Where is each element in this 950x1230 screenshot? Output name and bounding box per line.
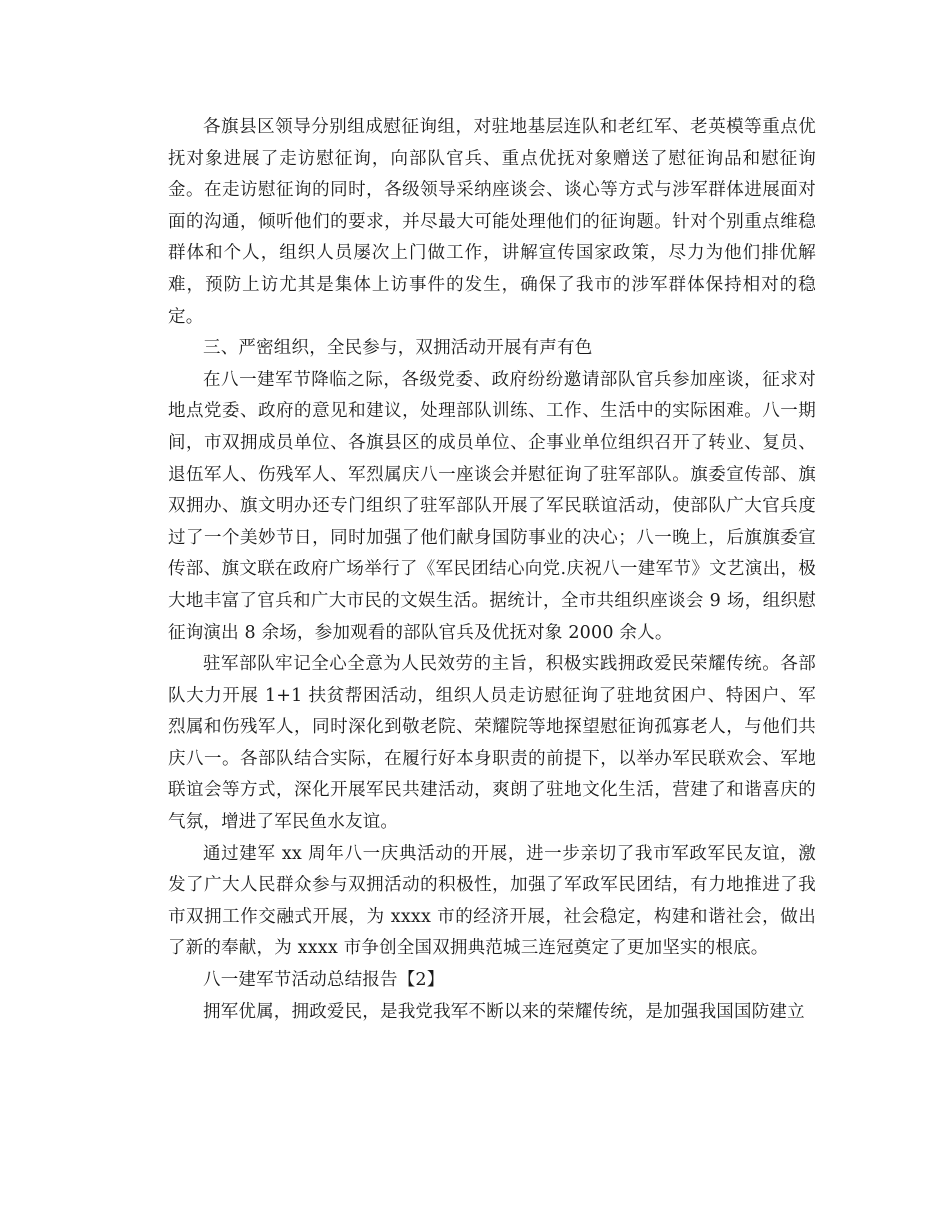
paragraph-3: 驻军部队牢记全心全意为人民效劳的主旨，积极实践拥政爱民荣耀传统。各部队大力开展 1+1 扶贫帮困活动，组织人员走访慰征询了驻地贫困户、特困户、军烈属和伤残军人，同时深化到敬老院、荣耀院等地探望慰征询孤寡老人，与他们共庆八一。各部队结合实际，在履行好本身职责的前提下，以举办军民联欢会、军地联谊会等方式，深化开展军民共建活动，爽朗了驻地文化生活，营建了和谐喜庆的气氛，增进了军民鱼水友谊。 xyxy=(168,654,816,833)
paragraph-4: 通过建军 xx 周年八一庆典活动的开展，进一步亲切了我市军政军民友谊，激发了广大人民群众参与双拥活动的积极性，加强了军政军民团结，有力地推进了我市双拥工作交融式开展，为 xxxx 市的经济开展，社会稳定，构建和谐社会，做出了新的奉献，为 xxxx 市争创全国双拥典范城三连冠奠定了更加坚实的根底。 xyxy=(168,843,816,959)
paragraph-5: 拥军优属，拥政爱民，是我党我军不断以来的荣耀传统，是加强我国国防建立 xyxy=(203,1001,805,1022)
paragraph-1: 各旗县区领导分别组成慰征询组，对驻地基层连队和老红军、老英模等重点优抚对象进展了走访慰征询，向部队官兵、重点优抚对象赠送了慰征询品和慰征询金。在走访慰征询的同时，各级领导采纳座谈会、谈心等方式与涉军群体进展面对面的沟通，倾听他们的要求，并尽最大可能处理他们的征询题。针对个别重点维稳群体和个人，组织人员屡次上门做工作，讲解宣传国家政策，尽力为他们排优解难，预防上访尤其是集体上访事件的发生，确保了我市的涉军群体保持相对的稳定。 xyxy=(168,117,816,327)
paragraph-2: 在八一建军节降临之际，各级党委、政府纷纷邀请部队官兵参加座谈，征求对地点党委、政府的意见和建议，处理部队训练、工作、生活中的实际困难。八一期间，市双拥成员单位、各旗县区的成员单位、企事业单位组织召开了转业、复员、退伍军人、伤残军人、军烈属庆八一座谈会并慰征询了驻军部队。旗委宣传部、旗双拥办、旗文明办还专门组织了驻军部队开展了军民联谊活动，使部队广大官兵度过了一个美妙节日，同时加强了他们献身国防事业的决心；八一晚上，后旗旗委宣传部、旗文联在政府广场举行了《军民团结心向党.庆祝八一建军节》文艺演出，极大地丰富了官兵和广大市民的文娱生活。据统计，全市共组织座谈会 9 场，组织慰征询演出 8 余场，参加观看的部队官兵及优抚对象 2000 余人。 xyxy=(168,369,816,643)
report-title-2: 八一建军节活动总结报告【2】 xyxy=(203,970,445,991)
document-page xyxy=(168,112,816,1028)
section-heading-3: 三、严密组织，全民参与，双拥活动开展有声有色 xyxy=(203,338,593,359)
